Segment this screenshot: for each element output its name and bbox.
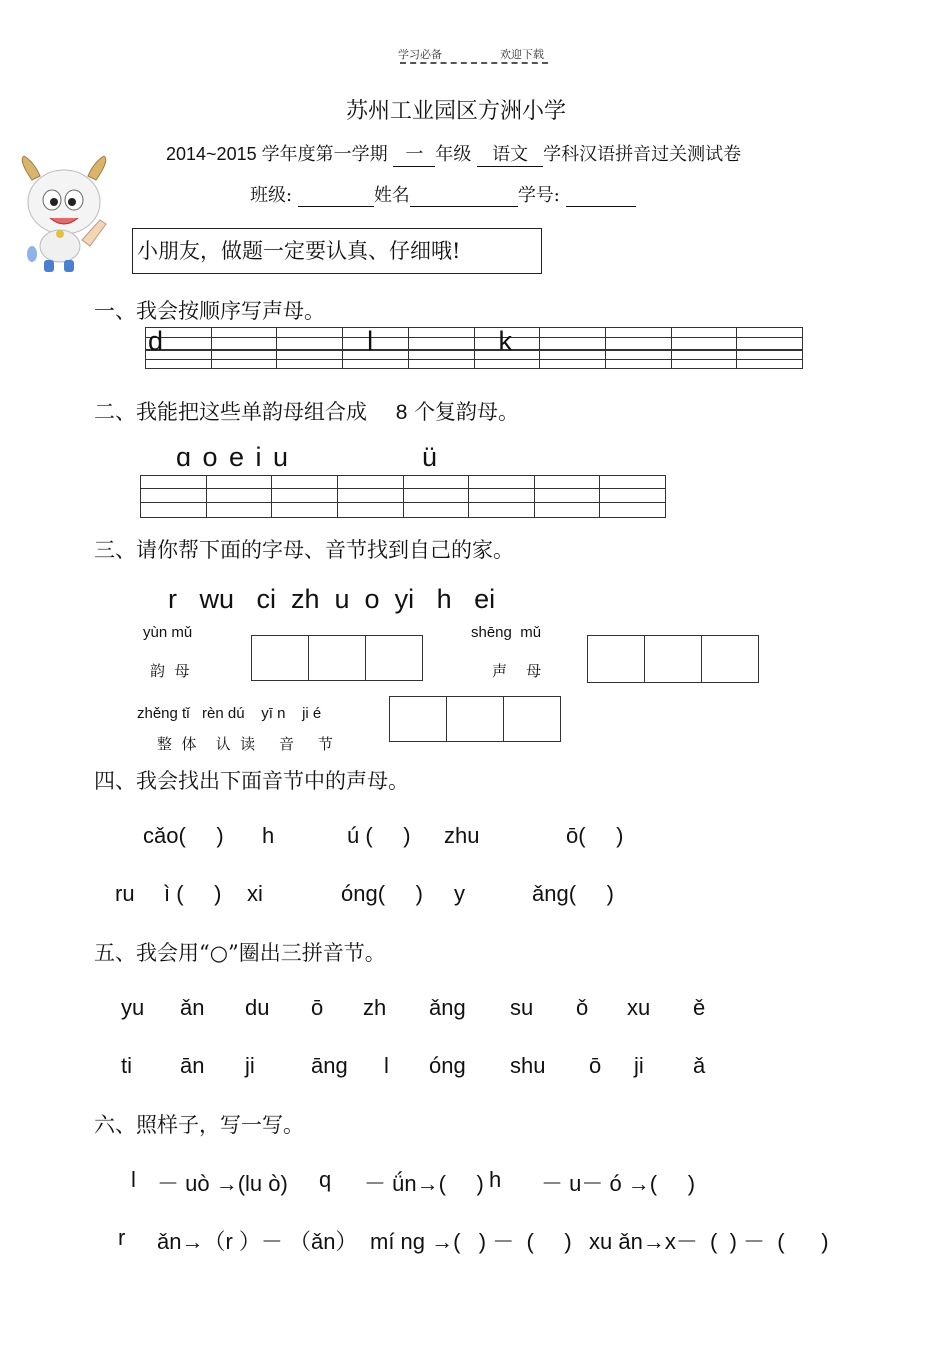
grid-cell[interactable] [272, 476, 338, 517]
s4-item: ì ( ) [164, 881, 222, 906]
s4-item: zhu [444, 823, 480, 848]
name-blank[interactable] [410, 186, 518, 207]
s4-item: h [262, 823, 275, 848]
s6-item: － ǘn→( ) [364, 1171, 484, 1196]
s4-item: y [454, 881, 465, 906]
s4-item: óng( ) [341, 881, 423, 906]
class-label: 班级: [250, 185, 293, 206]
s5-item[interactable]: shu [510, 1053, 546, 1078]
section-1-title: 一、我会按顺序写声母。 [94, 299, 325, 323]
grid-letter: k [498, 326, 513, 356]
vowel-u-umlaut: ü [422, 442, 438, 472]
section-2-number: 8 [395, 401, 408, 424]
grid-cell[interactable] [540, 328, 606, 368]
answer-box[interactable] [309, 636, 366, 680]
s6-item: h [489, 1167, 502, 1192]
section-3-items: r wu ci zh u o yi h ei [168, 584, 496, 614]
grid-cell[interactable] [338, 476, 404, 517]
s6-item: q [319, 1167, 332, 1192]
s5-item[interactable]: ji [245, 1053, 255, 1078]
s4-item: ǎng( ) [532, 881, 614, 906]
grid-cell[interactable] [343, 328, 409, 368]
answer-box[interactable] [366, 636, 422, 680]
s5-item[interactable]: ǎng [429, 995, 466, 1020]
section-4-title: 四、我会找出下面音节中的声母。 [94, 769, 409, 793]
s6-item: l [131, 1167, 136, 1192]
grid-cell[interactable] [606, 328, 672, 368]
s5-item[interactable]: óng [429, 1053, 466, 1078]
s4-item: ru [115, 881, 135, 906]
grid-cell[interactable] [535, 476, 601, 517]
header-left: 学习必备 [398, 48, 442, 61]
s5-item[interactable]: zh [363, 995, 387, 1020]
grid-letter: d [148, 326, 164, 356]
section-5-title: 五、我会用“○”圈出三拼音节。 [94, 941, 386, 965]
grid-cell[interactable] [141, 476, 207, 517]
answer-box[interactable] [504, 697, 560, 741]
s5-item[interactable]: su [510, 995, 534, 1020]
s6-item: － u－ ó →( ) [541, 1171, 696, 1196]
s5-item[interactable]: xu [627, 995, 651, 1020]
s6-item: mí ng →( ) － ( ) [370, 1229, 572, 1254]
zhengti-label: 整 体 认 读 音 节 [157, 735, 333, 753]
exam-prefix: 2014~2015 学年度第一学期 [166, 144, 388, 164]
header-right: 欢迎下载 [500, 48, 544, 61]
id-blank[interactable] [566, 186, 636, 207]
s5-item[interactable]: du [245, 995, 270, 1020]
s5-item[interactable]: ō [311, 995, 324, 1020]
class-blank[interactable] [298, 186, 374, 207]
section-2-title-text: 二、我能把这些单韵母组合成 [94, 400, 367, 424]
grid-cell[interactable] [600, 476, 665, 517]
yunmu-boxes[interactable] [251, 635, 423, 681]
s5-item[interactable]: ǒ [576, 995, 589, 1020]
exam-grade-suffix: 年级 [435, 144, 472, 165]
answer-box[interactable] [390, 697, 447, 741]
grid-cell[interactable] [207, 476, 273, 517]
grid-cell[interactable] [277, 328, 343, 368]
s5-item[interactable]: ě [693, 995, 706, 1020]
grid-cell[interactable] [737, 328, 802, 368]
s4-item: cǎo( ) [143, 823, 224, 848]
section-1-grid[interactable] [145, 327, 803, 369]
section-3-title: 三、请你帮下面的字母、音节找到自己的家。 [94, 538, 514, 562]
shengmu-label: 声 母 [492, 662, 542, 680]
name-label: 姓名 [373, 185, 410, 206]
s6-item: － uò →(lu ò) [157, 1171, 288, 1196]
s5-item[interactable]: yu [121, 995, 145, 1020]
s5-item[interactable]: ǎn [180, 995, 205, 1020]
s4-item: xi [247, 881, 263, 906]
zhengti-boxes[interactable] [389, 696, 561, 742]
s6-item: xu ǎn→x－ ( ) － ( ) [589, 1229, 829, 1254]
answer-box[interactable] [702, 636, 758, 682]
section-2-title [94, 396, 519, 426]
grid-cell[interactable] [672, 328, 738, 368]
answer-box[interactable] [588, 636, 645, 682]
s5-item[interactable]: ti [121, 1053, 132, 1078]
zhengti-pinyin: zhěng tǐ rèn dú yī n ji é [137, 705, 322, 722]
grid-cell[interactable] [469, 476, 535, 517]
yunmu-pinyin: yùn mǔ [143, 624, 193, 641]
yunmu-label: 韵 母 [150, 662, 190, 680]
sheep-cartoon-icon [10, 150, 118, 278]
grid-cell[interactable] [475, 328, 541, 368]
s6-item: r [118, 1225, 126, 1250]
s4-item: ō( ) [566, 823, 624, 848]
s5-item[interactable]: ān [180, 1053, 205, 1078]
student-info [250, 181, 636, 207]
answer-box[interactable] [447, 697, 504, 741]
grid-cell[interactable] [404, 476, 470, 517]
s6-item: ǎn→（r ）－ （ǎn） [157, 1229, 358, 1254]
vowel-list: ɑ o e i u [176, 442, 289, 472]
section-2-grid[interactable] [140, 475, 666, 518]
s4-item: ú ( ) [347, 823, 411, 848]
exam-line [166, 140, 741, 167]
answer-box[interactable] [645, 636, 702, 682]
s5-item[interactable]: ji [634, 1053, 644, 1078]
grid-cell[interactable] [409, 328, 475, 368]
shengmu-boxes[interactable] [587, 635, 759, 683]
notice-box: 小朋友，做题一定要认真、仔细哦! [132, 228, 542, 274]
s5-item[interactable]: āng [311, 1053, 348, 1078]
school-title: 苏州工业园区方洲小学 [346, 99, 567, 124]
exam-subject: 语文 [477, 140, 543, 167]
id-label: 学号: [517, 185, 560, 206]
header-divider [400, 62, 548, 64]
s5-item[interactable]: ō [589, 1053, 602, 1078]
grid-cell[interactable] [212, 328, 278, 368]
s5-item[interactable]: ǎ [693, 1053, 706, 1078]
exam-suffix: 学科汉语拼音过关测试卷 [543, 144, 742, 165]
shengmu-pinyin: shēng mǔ [471, 624, 542, 641]
grid-cell[interactable] [146, 328, 212, 368]
grid-letter: l [367, 326, 374, 356]
answer-box[interactable] [252, 636, 309, 680]
section-6-title: 六、照样子，写一写。 [94, 1113, 304, 1137]
exam-grade: 一 [393, 140, 435, 167]
section-2-title-end: 个复韵母。 [414, 400, 520, 424]
s5-item[interactable]: l [384, 1053, 389, 1078]
